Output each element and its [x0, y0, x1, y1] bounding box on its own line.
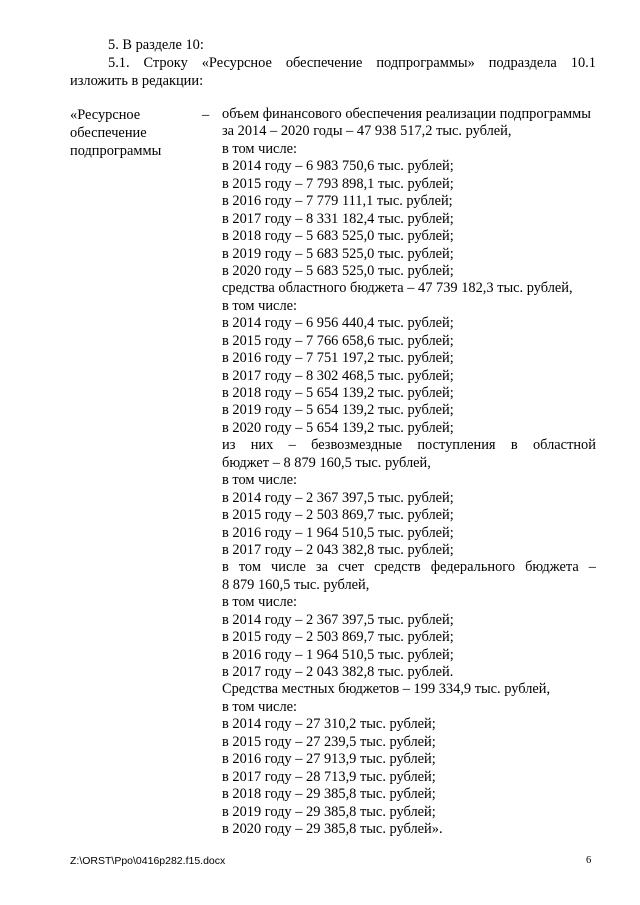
label-dash: – [202, 107, 210, 123]
description-line: в 2020 году – 5 683 525,0 тыс. рублей; [222, 262, 454, 279]
description-line: в 2018 году – 29 385,8 тыс. рублей; [222, 786, 436, 803]
intro-block [70, 36, 596, 90]
description-word: в [510, 437, 518, 454]
description-line: в 2015 году – 2 503 869,7 тыс. рублей; [222, 507, 454, 524]
subsection-word: Строку [143, 55, 188, 71]
subsection-line-1 [70, 54, 596, 72]
resource-label [70, 106, 190, 160]
description-word: из [222, 437, 236, 454]
resource-label-line: «Ресурсное [70, 107, 141, 123]
description-word: безвозмездные [311, 437, 403, 454]
description-word: – [288, 437, 296, 454]
subsection-line-2: изложить в редакции: [70, 73, 204, 89]
description-line: в 2015 году – 7 766 658,6 тыс. рублей; [222, 332, 454, 349]
subsection-word: подраздела [488, 55, 557, 71]
description-line: в 2014 году – 2 367 397,5 тыс. рублей; [222, 489, 454, 506]
subsection-word: 5.1. [108, 55, 130, 71]
description-line: в 2019 году – 5 683 525,0 тыс. рублей; [222, 245, 454, 262]
description-line: в 2019 году – 29 385,8 тыс. рублей; [222, 803, 436, 820]
description-line: в 2015 году – 2 503 869,7 тыс. рублей; [222, 629, 454, 646]
footer-file-path: Z:\ORST\Ppo\0416p282.f15.docx [70, 855, 226, 867]
resource-label-line: обеспечение [70, 125, 147, 141]
description-line-justified [222, 437, 596, 454]
description-line: в 2015 году – 27 239,5 тыс. рублей; [222, 733, 436, 750]
description-line: бюджет – 8 879 160,5 тыс. рублей, [222, 454, 431, 471]
description-line: объем финансового обеспечения реализации подпрограммы [222, 106, 591, 122]
description-line: в 2017 году – 28 713,9 тыс. рублей; [222, 768, 436, 785]
description-word: – [588, 559, 596, 576]
description-word: счет [338, 559, 365, 576]
description-word: за [315, 559, 329, 576]
description-line: в 2016 году – 7 751 197,2 тыс. рублей; [222, 350, 454, 367]
description-line: средства областного бюджета – 47 739 182,3 тыс. рублей, [222, 280, 573, 297]
description-line: в 2016 году – 7 779 111,1 тыс. рублей; [222, 193, 453, 210]
resource-label-line: подпрограммы [70, 143, 162, 159]
description-line: в 2017 году – 8 331 182,4 тыс. рублей; [222, 210, 454, 227]
description-line-justified [222, 559, 596, 576]
description-word: поступления [417, 437, 496, 454]
description-line: в 2018 году – 5 654 139,2 тыс. рублей; [222, 385, 454, 401]
description-line: Средства местных бюджетов – 199 334,9 тыс. рублей, [222, 681, 551, 698]
description-line: в том числе: [222, 594, 298, 611]
description-line: в 2017 году – 2 043 382,8 тыс. рублей. [222, 664, 454, 680]
description-word: федерального [430, 559, 516, 576]
subsection-word: подпрограммы» [376, 55, 475, 71]
footer-page-number: 6 [586, 855, 592, 866]
description-line: в 2014 году – 2 367 397,5 тыс. рублей; [222, 611, 454, 628]
description-line: за 2014 – 2020 годы – 47 938 517,2 тыс. рублей, [222, 123, 512, 140]
subsection-word: 10.1 [570, 55, 596, 71]
description-line: в 2017 году – 2 043 382,8 тыс. рублей; [222, 541, 454, 558]
description-line: в том числе: [222, 297, 298, 314]
description-word: средств [374, 559, 421, 576]
description-line: в 2016 году – 27 913,9 тыс. рублей; [222, 751, 436, 768]
subsection-word: «Ресурсное [201, 55, 272, 71]
description-line: в 2020 году – 5 654 139,2 тыс. рублей; [222, 419, 454, 436]
description-line: в том числе: [222, 472, 298, 489]
resource-description [222, 106, 596, 838]
description-line: в 2014 году – 6 983 750,6 тыс. рублей; [222, 158, 454, 175]
description-line: в 2018 году – 5 683 525,0 тыс. рублей; [222, 228, 454, 245]
description-line: в 2017 году – 8 302 468,5 тыс. рублей; [222, 367, 454, 384]
description-word: них [250, 437, 274, 454]
description-line: в 2016 году – 1 964 510,5 тыс. рублей; [222, 524, 454, 541]
description-word: областной [532, 437, 596, 454]
description-line: в 2020 году – 29 385,8 тыс. рублей». [222, 820, 443, 837]
section-heading: 5. В разделе 10: [108, 37, 204, 53]
description-line: в 2015 году – 7 793 898,1 тыс. рублей; [222, 175, 454, 192]
description-line: в том числе: [222, 698, 298, 715]
description-line: 8 879 160,5 тыс. рублей, [222, 576, 370, 593]
description-word: бюджета [525, 559, 579, 576]
description-line: в 2016 году – 1 964 510,5 тыс. рублей; [222, 646, 454, 663]
subsection-word: обеспечение [285, 55, 363, 71]
description-line: в 2014 году – 6 956 440,4 тыс. рублей; [222, 315, 454, 332]
description-line: в 2014 году – 27 310,2 тыс. рублей; [222, 716, 436, 733]
description-line: в 2019 году – 5 654 139,2 тыс. рублей; [222, 402, 454, 419]
description-word: в [222, 559, 229, 576]
description-line: в том числе: [222, 140, 298, 157]
description-word: том [238, 559, 261, 576]
description-word: числе [271, 559, 306, 576]
